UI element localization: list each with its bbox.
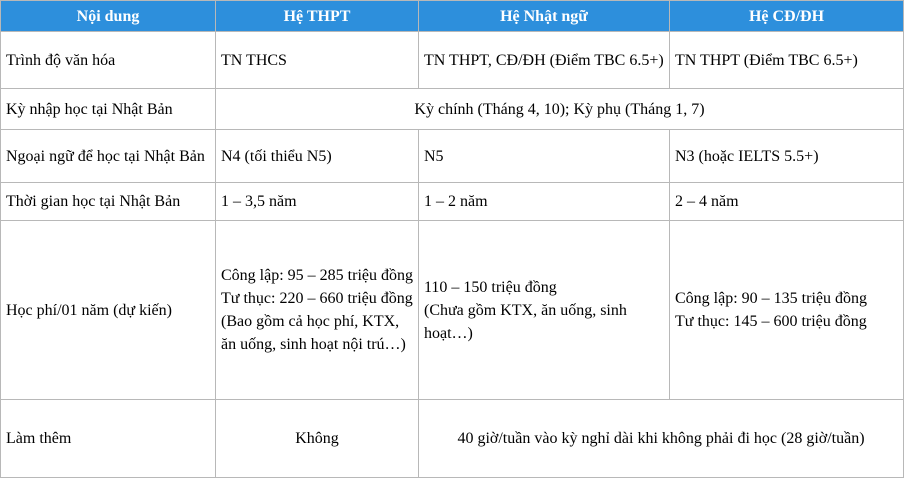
- cell-cd-dh: N3 (hoặc IELTS 5.5+): [670, 130, 904, 183]
- cell-nhat-ngu: N5: [419, 130, 670, 183]
- cell-nhat-ngu: 1 – 2 năm: [419, 183, 670, 221]
- row-label: Trình độ văn hóa: [1, 32, 216, 89]
- row-label: Ngoại ngữ để học tại Nhật Bản: [1, 130, 216, 183]
- table-row: [1, 32, 904, 89]
- header-cd-dh: Hệ CĐ/ĐH: [670, 1, 904, 32]
- tuition-note: (Chưa gồm KTX, ăn uống, sinh hoạt…): [424, 301, 627, 342]
- table-row: [1, 183, 904, 221]
- table-row: [1, 221, 904, 400]
- cell-thpt: 1 – 3,5 năm: [216, 183, 419, 221]
- cell-nhat-ngu: [419, 221, 670, 400]
- cell-cd-dh: 2 – 4 năm: [670, 183, 904, 221]
- cell-intake-merged: Kỳ chính (Tháng 4, 10); Kỳ phụ (Tháng 1, 7): [216, 89, 904, 130]
- header-thpt: Hệ THPT: [216, 1, 419, 32]
- row-label: Kỳ nhập học tại Nhật Bản: [1, 89, 216, 130]
- header-content: Nội dung: [1, 1, 216, 32]
- tuition-note: (Bao gồm cả học phí, KTX, ăn uống, sinh hoạt nội trú…): [221, 313, 406, 353]
- tuition-line: Tư thục: 220 – 660 triệu đồng: [221, 290, 413, 307]
- tuition-line: Công lập: 90 – 135 triệu đồng: [675, 290, 867, 307]
- cell-work-merged: 40 giờ/tuần vào kỳ nghỉ dài khi không phải đi học (28 giờ/tuần): [419, 400, 904, 478]
- row-label: Làm thêm: [1, 400, 216, 478]
- cell-thpt: N4 (tối thiểu N5): [216, 130, 419, 183]
- row-label: Học phí/01 năm (dự kiến): [1, 221, 216, 400]
- tuition-line: Công lập: 95 – 285 triệu đồng: [221, 267, 413, 284]
- table-row: [1, 400, 904, 478]
- cell-cd-dh: TN THPT (Điểm TBC 6.5+): [670, 32, 904, 89]
- cell-thpt: Không: [216, 400, 419, 478]
- cell-thpt: TN THCS: [216, 32, 419, 89]
- tuition-line: Tư thục: 145 – 600 triệu đồng: [675, 313, 867, 330]
- cell-cd-dh: [670, 221, 904, 400]
- header-row: [1, 1, 904, 32]
- table-row: [1, 89, 904, 130]
- cell-thpt: [216, 221, 419, 400]
- row-label: Thời gian học tại Nhật Bản: [1, 183, 216, 221]
- cell-nhat-ngu: TN THPT, CĐ/ĐH (Điểm TBC 6.5+): [419, 32, 670, 89]
- tuition-line: 110 – 150 triệu đồng: [424, 278, 557, 296]
- table-row: [1, 130, 904, 183]
- header-nhat-ngu: Hệ Nhật ngữ: [419, 1, 670, 32]
